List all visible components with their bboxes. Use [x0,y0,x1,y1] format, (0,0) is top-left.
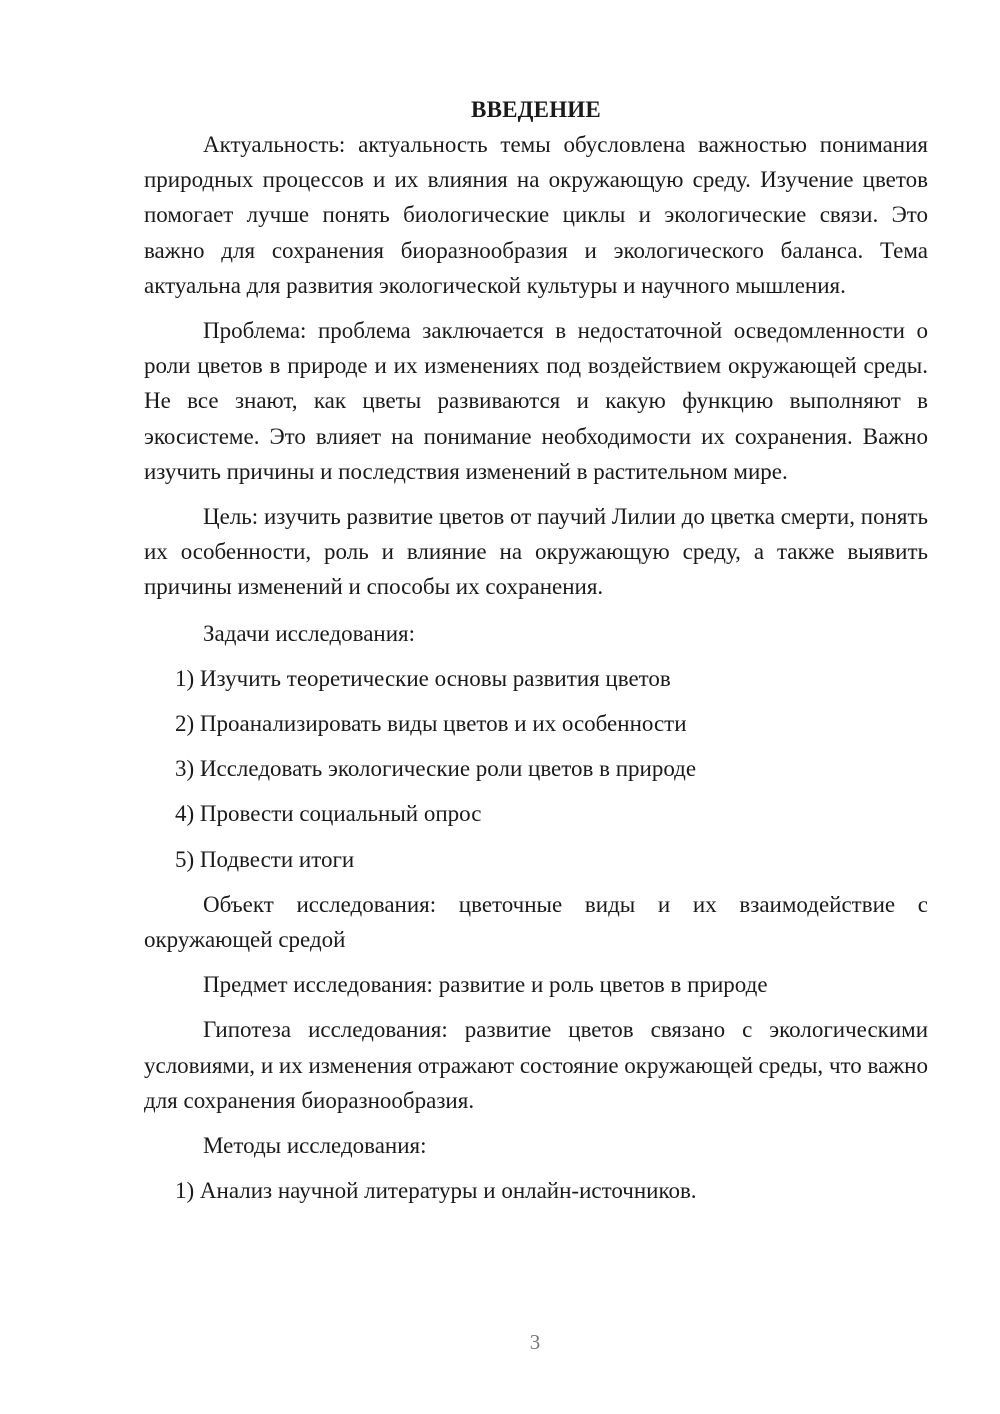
object-paragraph: Объект исследования: цветочные виды и их взаимодействие с окружающей средой [144,891,928,953]
list-item: 3) Исследовать экологические роли цветов в природе [175,756,697,782]
page-content [144,92,928,1208]
problem-paragraph: Проблема: проблема заключается в недостаточной осведомленности о роли цветов в природе и их изменениях под воздействием окружающей среды. Не все знают, как цветы развиваются и какую функцию выполняют в экосистеме. Это влияет на понимание необходимости их сохранения. Важно изучить причины и последствия изменений в растительном мире. [144,318,928,484]
goal-paragraph: Цель: изучить развитие цветов от паучий Лилии до цветка смерти, понять их особенности, роль и влияние на окружающую среду, а также выявить причины изменений и способы их сохранения. [144,504,928,600]
list-item: 5) Подвести итоги [175,846,355,872]
methods-heading: Методы исследования: [203,1133,427,1159]
list-item: 1) Изучить теоретические основы развития цветов [175,665,671,691]
list-item: 1) Анализ научной литературы и онлайн-источников. [175,1178,697,1204]
page-number: 3 [529,1330,541,1354]
hypothesis-paragraph: Гипотеза исследования: развитие цветов связано с экологическими условиями, и их изменения отражают состояние окружающей среды, что важно для сохранения биоразнообразия. [144,1017,928,1113]
tasks-heading: Задачи исследования: [203,620,416,646]
list-item: 2) Проанализировать виды цветов и их особенности [175,711,687,737]
relevance-paragraph: Актуальность: актуальность темы обусловлена важностью понимания природных процессов и их влияния на окружающую среду. Изучение цветов помогает лучше понять биологические циклы и экологические связи. Это важно для сохранения биоразнообразия и экологического баланса. Тема актуальна для развития экологической культуры и научного мышления. [144,132,928,298]
list-item: 4) Провести социальный опрос [175,801,482,827]
methods-list [144,1173,928,1208]
subject-paragraph: Предмет исследования: развитие и роль цветов в природе [203,972,768,998]
tasks-list [144,661,928,877]
page-title: ВВЕДЕНИЕ [471,97,601,122]
